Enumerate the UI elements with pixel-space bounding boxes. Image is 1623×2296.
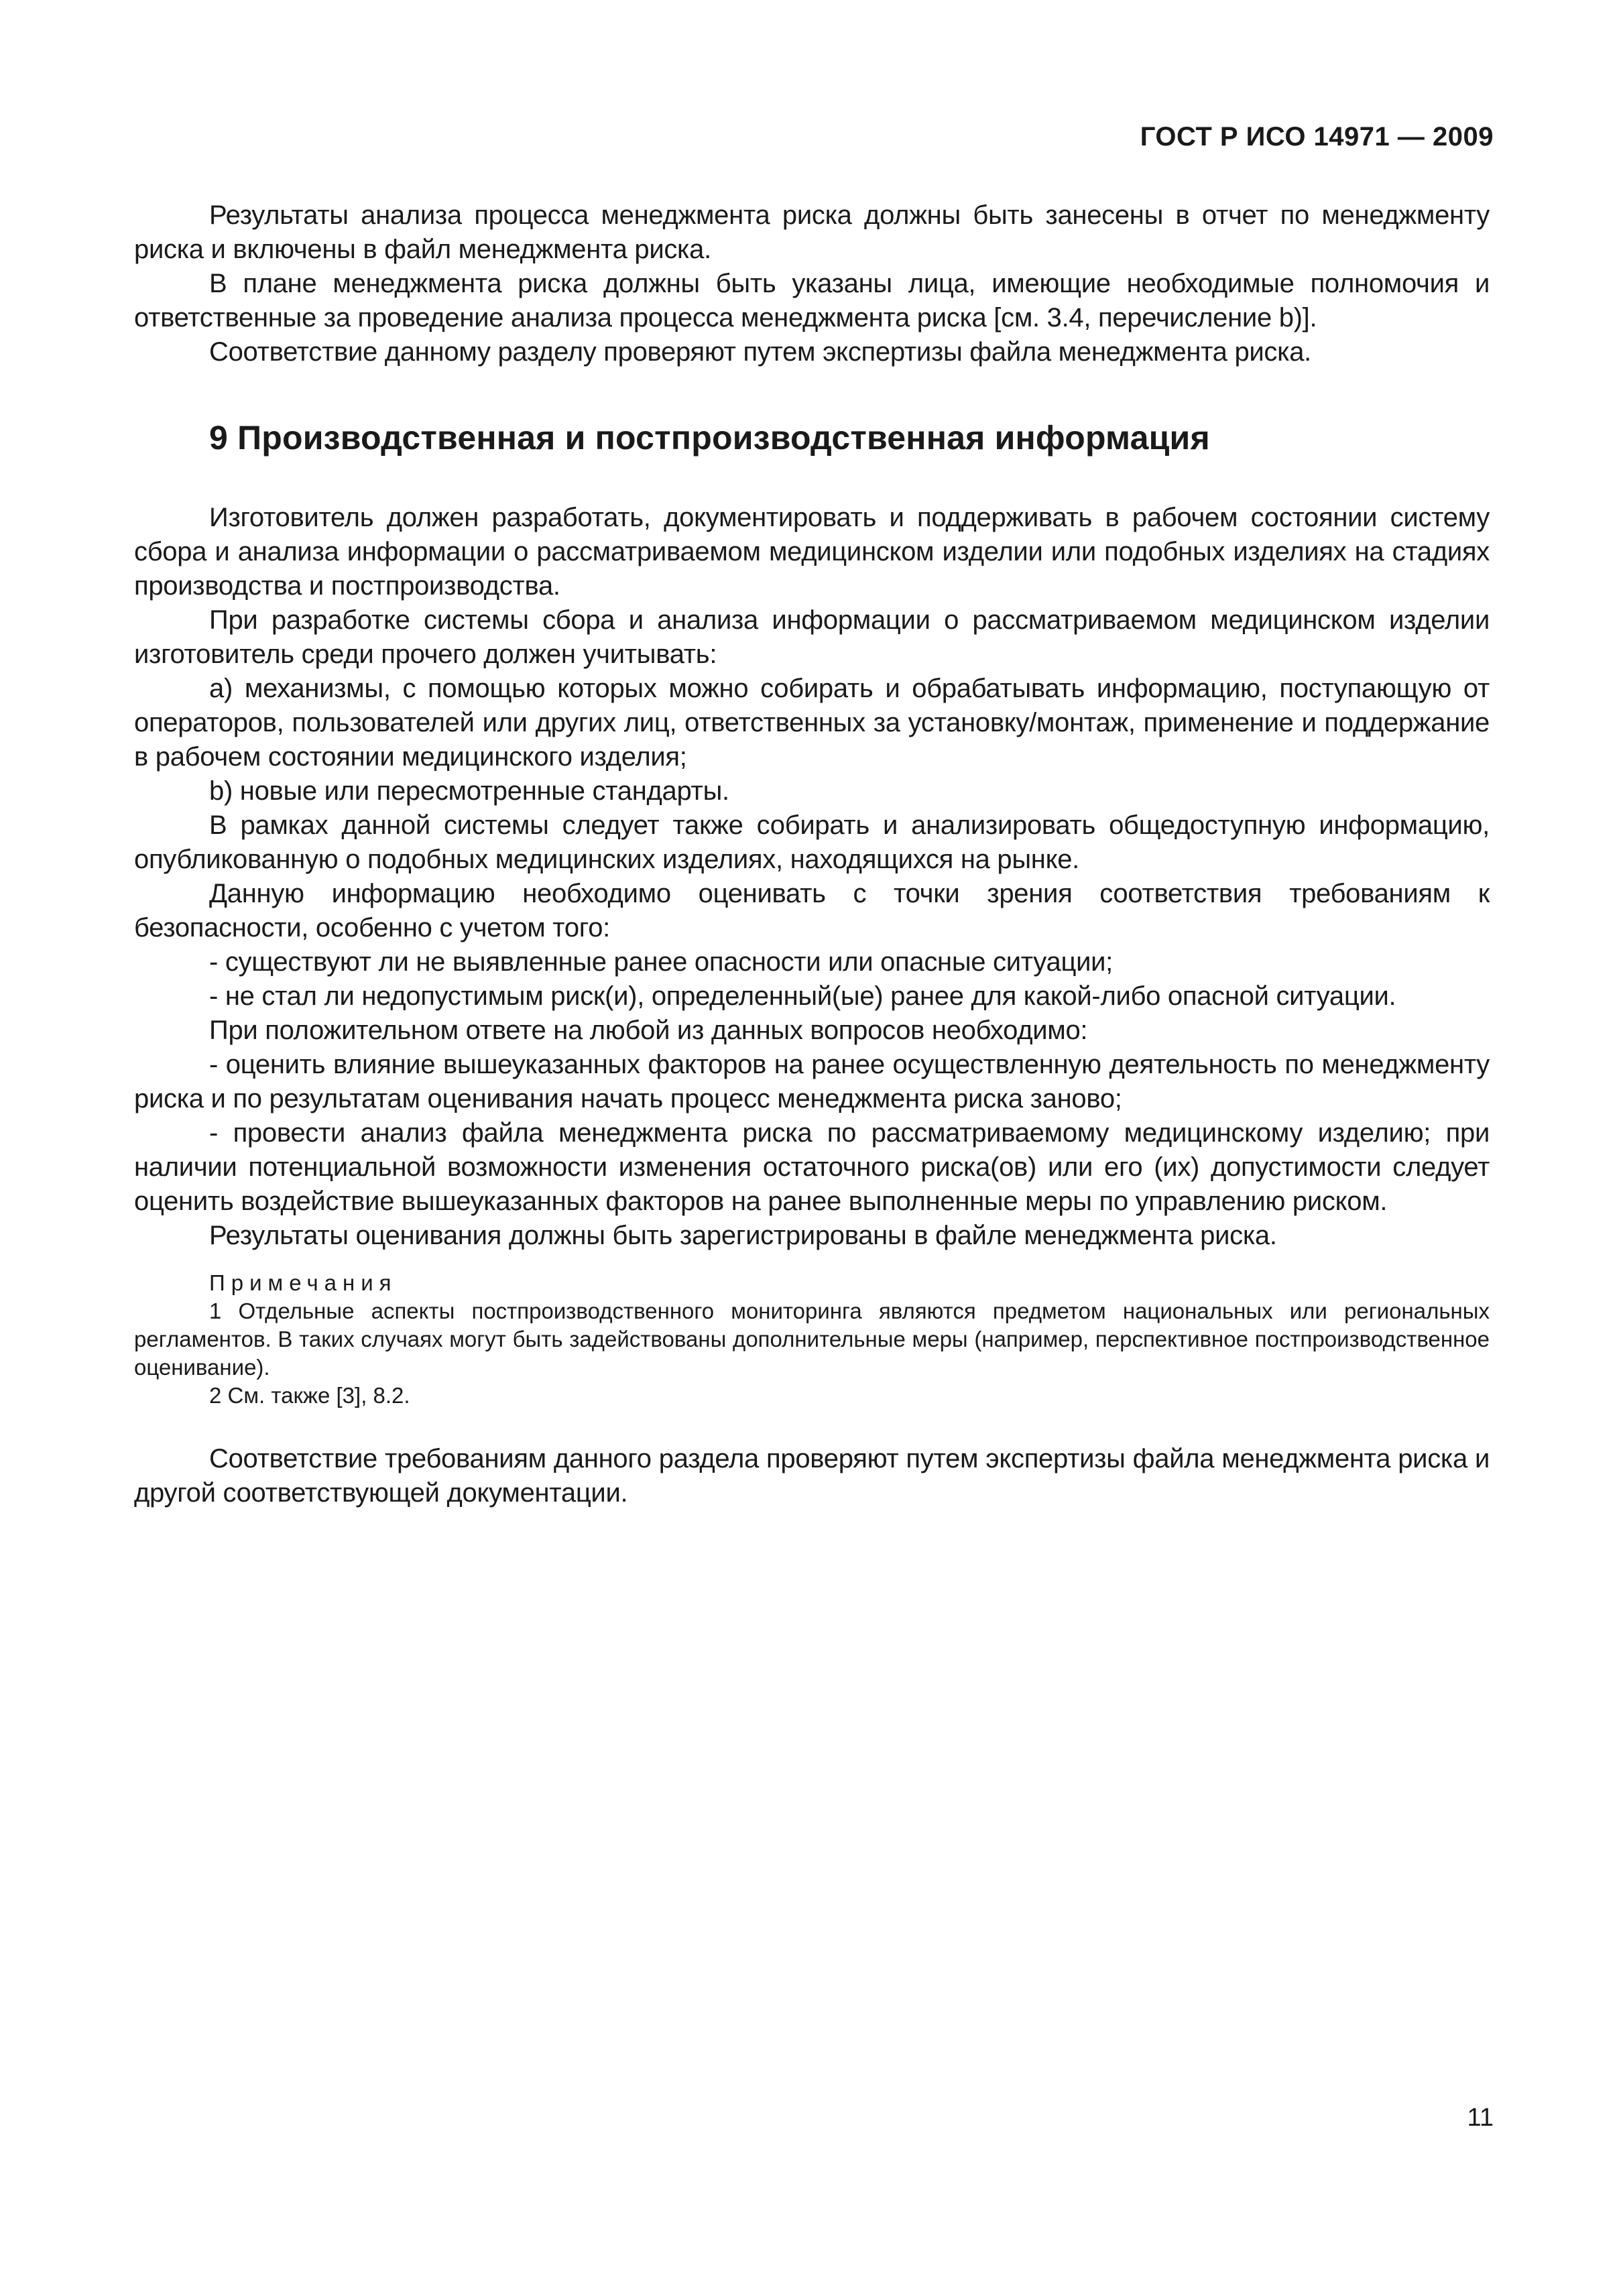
section-paragraph: Результаты оценивания должны быть зарегистрированы в файле менеджмента риска. (209, 1221, 1277, 1250)
note-item: 1 Отдельные аспекты постпроизводственного мониторинга являются предметом национальных или региональных регламентов. В таких случаях могут быть задействованы дополнительные меры (например, перспективное постпроизводственное оценивание). (134, 1298, 1490, 1380)
section-paragraph: При разработке системы сбора и анализа информации о рассматриваемом медицинском изделии изготовитель среди прочего должен учитывать: (134, 605, 1490, 669)
section-paragraph: В рамках данной системы следует также собирать и анализировать общедоступную информацию, опубликованную о подобных медицинских изделиях, находящихся на рынке. (134, 810, 1490, 874)
list-item: - не стал ли недопустимым риск(и), определенный(ые) ранее для какой-либо опасной ситуации. (209, 981, 1396, 1011)
section-paragraph: При положительном ответе на любой из данных вопросов необходимо: (209, 1016, 1088, 1045)
closing-paragraph: Соответствие требованиям данного раздела проверяют путем экспертизы файла менеджмента риска и другой соответствующей документации. (134, 1444, 1490, 1508)
intro-paragraph: В плане менеджмента риска должны быть указаны лица, имеющие необходимые полномочия и ответственные за проведение анализа процесса менеджмента риска [см. 3.4, перечисление b)]. (134, 269, 1490, 333)
list-item: - оценить влияние вышеуказанных факторов на ранее осуществленную деятельность по менеджменту риска и по результатам оценивания начать процесс менеджмента риска заново; (134, 1050, 1490, 1113)
page-content (134, 198, 1490, 1510)
section-paragraph: Данную информацию необходимо оценивать с точки зрения соответствия требованиям к безопасности, особенно с учетом того: (134, 879, 1490, 943)
notes-title: Примечания (209, 1270, 398, 1295)
list-item: - провести анализ файла менеджмента риска по рассматриваемому медицинскому изделию; при наличии потенциальной возможности изменения остаточного риска(ов) или его (их) допустимости следует оценить воздействие вышеуказанных факторов на ранее выполненные меры по управлению риском. (134, 1118, 1490, 1216)
list-item: - существуют ли не выявленные ранее опасности или опасные ситуации; (209, 947, 1113, 977)
document-code-header: ГОСТ Р ИСО 14971 — 2009 (1140, 122, 1494, 152)
list-item: b) новые или пересмотренные стандарты. (209, 776, 729, 806)
section-heading: 9 Производственная и постпроизводственная информация (209, 419, 1210, 457)
notes-block (134, 1269, 1490, 1410)
page-number: 11 (1467, 2104, 1494, 2132)
section-paragraph: Изготовитель должен разработать, документировать и поддерживать в рабочем состоянии систему сбора и анализа информации о рассматриваемом медицинском изделии или подобных изделиях на стадиях производства и постпроизводства. (134, 503, 1490, 601)
list-item: a) механизмы, с помощью которых можно собирать и обрабатывать информацию, поступающую от операторов, пользователей или других лиц, ответственных за установку/монтаж, применение и поддержание в рабочем состоянии медицинского изделия; (134, 674, 1490, 772)
intro-paragraph: Соответствие данному разделу проверяют путем экспертизы файла менеджмента риска. (209, 337, 1311, 367)
note-item: 2 См. также [3], 8.2. (209, 1383, 410, 1408)
intro-paragraph: Результаты анализа процесса менеджмента риска должны быть занесены в отчет по менеджменту риска и включены в файл менеджмента риска. (134, 200, 1490, 264)
